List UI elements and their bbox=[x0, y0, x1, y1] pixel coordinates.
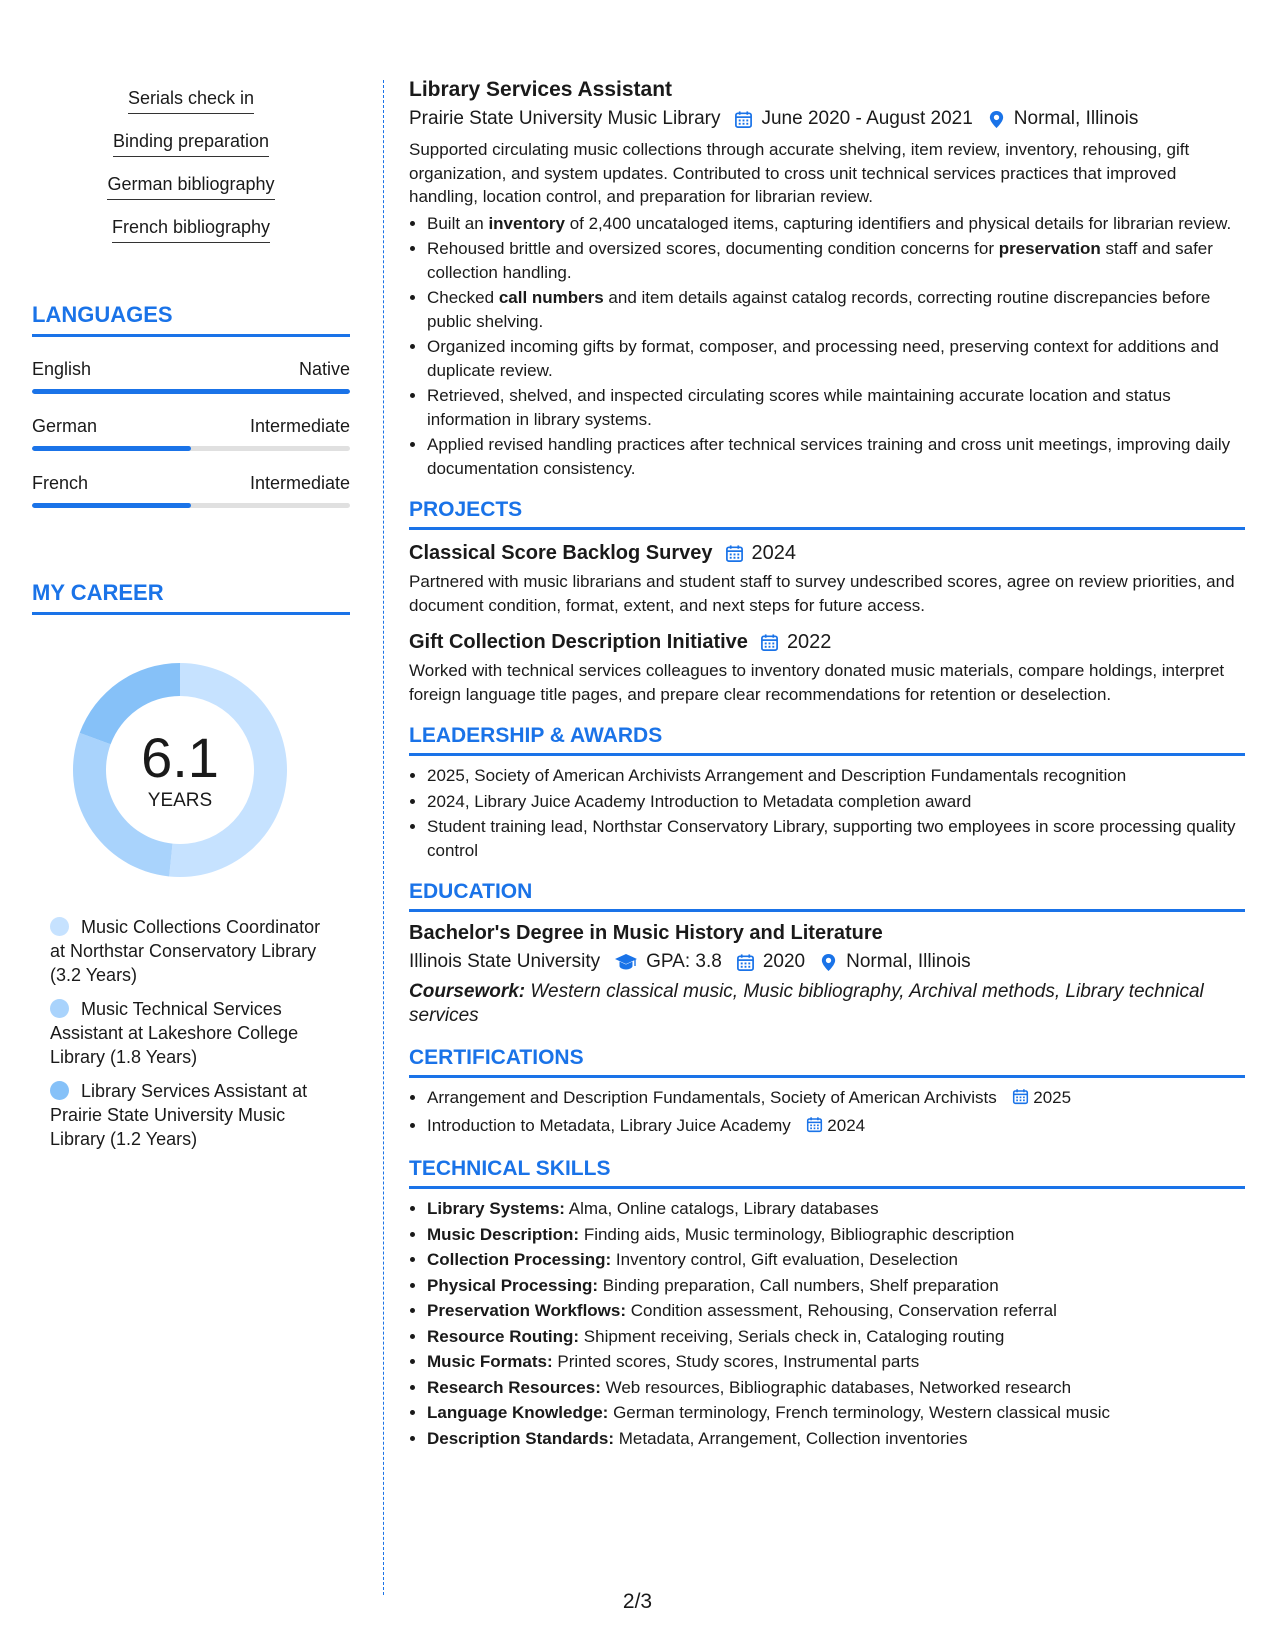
skill-tag: Serials check in bbox=[128, 88, 254, 114]
certification-item bbox=[427, 1114, 1245, 1140]
job-bullet: • Built an inventory of 2,400 uncataloged items, capturing identifiers and physical details for librarian review. bbox=[427, 212, 1245, 236]
calendar-icon bbox=[760, 633, 779, 652]
leadership-item: • 2024, Library Juice Academy Introduction to Metadata completion award bbox=[427, 790, 1245, 814]
main-content bbox=[409, 78, 1245, 1452]
skill-item: • Language Knowledge: German terminology, French terminology, Western classical music bbox=[427, 1401, 1245, 1425]
project-title bbox=[409, 631, 1245, 654]
skill-item: • Description Standards: Metadata, Arrangement, Collection inventories bbox=[427, 1427, 1245, 1451]
languages-list bbox=[32, 359, 350, 508]
language-bar bbox=[32, 389, 350, 394]
graduation-cap-icon bbox=[614, 952, 638, 972]
column-divider bbox=[383, 80, 384, 1595]
skill-tag: Binding preparation bbox=[113, 131, 269, 157]
career-unit: YEARS bbox=[147, 790, 213, 811]
project-name: Gift Collection Description Initiative bbox=[409, 631, 748, 653]
project-desc: Partnered with music librarians and student staff to survey undescribed scores, agree on review priorities, and document condition, format, extent, and next steps for future access. bbox=[409, 572, 1235, 615]
language-bar bbox=[32, 503, 350, 508]
certification-item bbox=[427, 1086, 1245, 1112]
project-title bbox=[409, 542, 1245, 565]
sidebar bbox=[32, 80, 350, 1161]
leadership-item: • Student training lead, Northstar Conservatory Library, supporting two employees in score processing quality control bbox=[427, 815, 1245, 862]
certification-name: Introduction to Metadata, Library Juice Academy bbox=[427, 1115, 791, 1135]
language-bar-fill bbox=[32, 446, 191, 451]
job-bullets bbox=[409, 212, 1245, 481]
education-meta bbox=[409, 951, 1245, 973]
legend-label: Music Technical Services Assistant at Lakeshore College Library (1.8 Years) bbox=[50, 999, 299, 1067]
certification-year: 2025 bbox=[1033, 1088, 1072, 1107]
language-level: Intermediate bbox=[249, 416, 350, 436]
language-level: Native bbox=[298, 359, 350, 379]
legend-label: Music Collections Coordinator at Northstar Conservatory Library (3.2 Years) bbox=[50, 917, 321, 985]
certifications-heading: CERTIFICATIONS bbox=[409, 1046, 1245, 1078]
career-heading: MY CAREER bbox=[32, 580, 350, 615]
skill-item: • Resource Routing: Shipment receiving, Serials check in, Cataloging routing bbox=[427, 1325, 1245, 1349]
legend-item bbox=[50, 1079, 340, 1151]
language-bar-fill bbox=[32, 503, 191, 508]
leadership-list bbox=[409, 764, 1245, 862]
education-year: 2020 bbox=[762, 951, 806, 972]
job-bullet: • Checked call numbers and item details against catalog records, correcting routine discrepancies before public shelving. bbox=[427, 286, 1245, 333]
job-bullet: • Rehoused brittle and oversized scores, documenting condition concerns for preservation staff and safer collection handling. bbox=[427, 237, 1245, 284]
language-level: Intermediate bbox=[249, 473, 350, 493]
page-number: 2/3 bbox=[622, 1590, 653, 1613]
legend-item bbox=[50, 997, 340, 1069]
leadership-heading: LEADERSHIP & AWARDS bbox=[409, 724, 1245, 756]
job-dates: June 2020 - August 2021 bbox=[761, 108, 973, 129]
language-german bbox=[32, 416, 350, 451]
skill-item: • Research Resources: Web resources, Bibliographic databases, Networked research bbox=[427, 1376, 1245, 1400]
donut-center bbox=[65, 655, 295, 885]
language-english bbox=[32, 359, 350, 394]
job-company: Prairie State University Music Library bbox=[409, 108, 721, 129]
calendar-icon bbox=[1012, 1090, 1029, 1109]
projects-heading: PROJECTS bbox=[409, 498, 1245, 530]
career-legend bbox=[50, 915, 340, 1151]
language-name: English bbox=[32, 359, 92, 379]
legend-label: Library Services Assistant at Prairie State University Music Library (1.2 Years) bbox=[50, 1081, 308, 1149]
calendar-icon bbox=[734, 110, 753, 129]
job-summary: Supported circulating music collections through accurate shelving, item review, inventory, rehousing, gift organization, and system updates. Contributed to cross unit technical services practices that improved handling, location control, and preparation for librarian review. bbox=[409, 140, 1190, 206]
career-donut bbox=[65, 655, 295, 885]
skills-list bbox=[409, 1197, 1245, 1450]
calendar-icon bbox=[736, 953, 755, 972]
skill-item: • Music Description: Finding aids, Music terminology, Bibliographic description bbox=[427, 1223, 1245, 1247]
job-bullet: • Applied revised handling practices after technical services training and cross unit meetings, improving daily documentation consistency. bbox=[427, 433, 1245, 480]
calendar-icon bbox=[806, 1118, 823, 1137]
language-name: German bbox=[32, 416, 98, 436]
school: Illinois State University bbox=[409, 951, 601, 972]
skill-item: • Music Formats: Printed scores, Study scores, Instrumental parts bbox=[427, 1350, 1245, 1374]
calendar-icon bbox=[725, 544, 744, 563]
coursework-text: Western classical music, Music bibliography, Archival methods, Library technical services bbox=[409, 981, 1204, 1026]
project-name: Classical Score Backlog Survey bbox=[409, 542, 713, 564]
language-bar-fill bbox=[32, 389, 350, 394]
language-name: French bbox=[32, 473, 89, 493]
skills-heading: TECHNICAL SKILLS bbox=[409, 1157, 1245, 1189]
skill-tag: German bibliography bbox=[107, 174, 274, 200]
skill-item: • Library Systems: Alma, Online catalogs, Library databases bbox=[427, 1197, 1245, 1221]
project-entry bbox=[409, 631, 1245, 706]
certification-name: Arrangement and Description Fundamentals, Society of American Archivists bbox=[427, 1088, 997, 1107]
language-french bbox=[32, 473, 350, 508]
skill-item: • Physical Processing: Binding preparation, Call numbers, Shelf preparation bbox=[427, 1274, 1245, 1298]
legend-dot bbox=[50, 917, 69, 936]
location-pin-icon bbox=[987, 110, 1006, 129]
job-bullet: • Retrieved, shelved, and inspected circulating scores while maintaining accurate location and status information in library systems. bbox=[427, 384, 1245, 431]
job-location: Normal, Illinois bbox=[1013, 108, 1139, 129]
language-bar bbox=[32, 446, 350, 451]
legend-dot bbox=[50, 1081, 69, 1100]
skill-tags bbox=[32, 80, 350, 252]
skill-item: • Collection Processing: Inventory control, Gift evaluation, Deselection bbox=[427, 1248, 1245, 1272]
job-bullet: • Organized incoming gifts by format, composer, and processing need, preserving context for additions and duplicate review. bbox=[427, 335, 1245, 382]
career-total-years: 6.1 bbox=[141, 726, 219, 789]
languages-heading: LANGUAGES bbox=[32, 302, 350, 337]
coursework-label: Coursework: bbox=[409, 981, 526, 1002]
education-heading: EDUCATION bbox=[409, 880, 1245, 912]
legend-dot bbox=[50, 999, 69, 1018]
project-entry bbox=[409, 542, 1245, 617]
education-location: Normal, Illinois bbox=[846, 951, 971, 972]
skill-item: • Preservation Workflows: Condition assessment, Rehousing, Conservation referral bbox=[427, 1299, 1245, 1323]
job-meta bbox=[409, 108, 1245, 130]
project-year: 2024 bbox=[751, 542, 796, 564]
experience-entry bbox=[409, 78, 1245, 480]
location-pin-icon bbox=[819, 953, 838, 972]
legend-item bbox=[50, 915, 340, 987]
project-desc: Worked with technical services colleagues to inventory donated music materials, compare holdings, interpret foreign language title pages, and prepare clear recommendations for retention or deselection. bbox=[409, 661, 1225, 704]
coursework bbox=[409, 980, 1245, 1028]
certification-year: 2024 bbox=[827, 1115, 866, 1135]
project-year: 2022 bbox=[786, 631, 832, 653]
degree: Bachelor's Degree in Music History and Literature bbox=[409, 922, 883, 944]
skill-tag: French bibliography bbox=[112, 217, 270, 243]
job-title: Library Services Assistant bbox=[409, 78, 673, 101]
certifications-list bbox=[409, 1086, 1245, 1139]
gpa: GPA: 3.8 bbox=[646, 951, 722, 972]
leadership-item: • 2025, Society of American Archivists Arrangement and Description Fundamentals recognition bbox=[427, 764, 1245, 788]
